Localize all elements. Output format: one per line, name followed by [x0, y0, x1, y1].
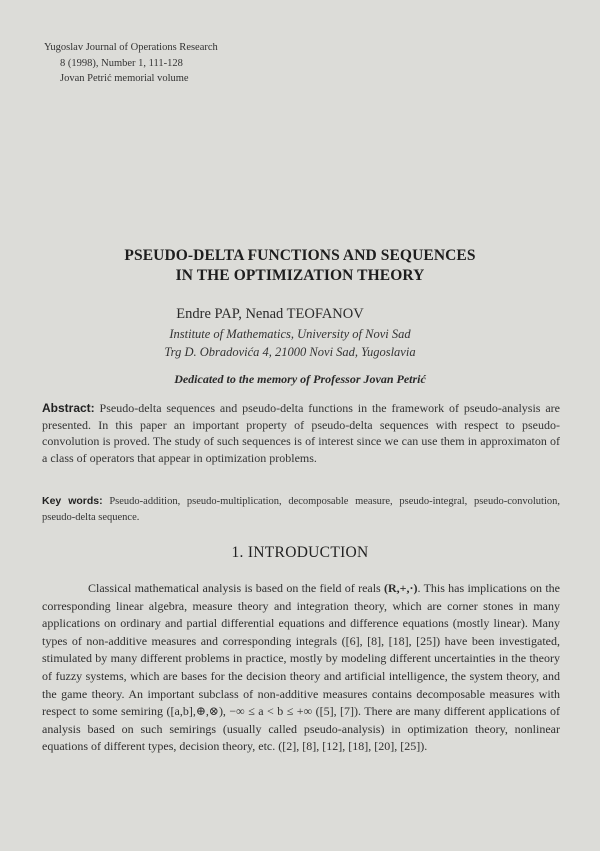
keywords-label: Key words:	[42, 495, 103, 507]
intro-semiring-notation: ([a,b],⊕,⊗), −∞ ≤ a < b ≤ +∞	[166, 704, 313, 719]
introduction-paragraph	[42, 580, 560, 756]
affiliation-line-2: Trg D. Obradovića 4, 21000 Novi Sad, Yugoslavia	[164, 345, 416, 359]
intro-text-end: ([5], [7]). There are many different applications of analysis based on such semirings (usually called pseudo-analysis) in optimization theory, nonlinear equations of different types, decision theory, etc. ([2], [8], [12], [18], [20], [25]).	[42, 704, 560, 754]
keywords	[42, 493, 560, 526]
title-line-1: PSEUDO-DELTA FUNCTIONS AND SEQUENCES	[124, 247, 476, 264]
affiliation	[20, 325, 560, 361]
intro-text-start: Classical mathematical analysis is based on the field of reals	[88, 581, 385, 595]
keywords-text: Pseudo-addition, pseudo-multiplication, decomposable measure, pseudo-integral, pseudo-convolution, pseudo-delta sequence.	[42, 496, 560, 523]
paper-title	[60, 246, 540, 286]
title-line-2: IN THE OPTIMIZATION THEORY	[175, 267, 425, 284]
intro-text-mid: . This has implications on the corresponding linear algebra, measure theory and integration theory, which are corner stones in many applications on ordinary and partial differential equations and difference equations (mostly linear). Many types of non-additive measures and corresponding integrals ([6], [8], [18], [25]) have been investigated, stimulated by many different problems in practice, mostly by modeling different uncertainties in the theory of fuzzy systems, which are bases for the decision theory and artificial intelligence, the system theory, and the game theory. An important subclass of non-additive measures contains decomposable measures with respect to some semiring	[42, 581, 560, 719]
abstract	[42, 400, 560, 466]
authors: Endre PAP, Nenad TEOFANOV	[176, 306, 364, 322]
abstract-label: Abstract:	[42, 401, 95, 415]
memorial-note: Jovan Petrić memorial volume	[60, 73, 189, 84]
intro-field-notation: (R,+,·)	[384, 581, 418, 595]
abstract-text: Pseudo-delta sequences and pseudo-delta functions in the framework of pseudo-analysis are presented. In this paper an important property of pseudo-delta sequences with respect to pseudo-convolution is proved. The study of such sequences is of interest since we can use them in approximaton of a class of operators that appear in optimization problems.	[42, 401, 560, 465]
section-heading: 1. INTRODUCTION	[231, 544, 369, 561]
affiliation-line-1: Institute of Mathematics, University of Novi Sad	[169, 327, 411, 341]
journal-header	[44, 40, 218, 87]
volume-info: 8 (1998), Number 1, 111-128	[60, 57, 183, 69]
journal-name: Yugoslav Journal of Operations Research	[44, 42, 218, 53]
dedication: Dedicated to the memory of Professor Jovan Petrić	[174, 372, 426, 386]
